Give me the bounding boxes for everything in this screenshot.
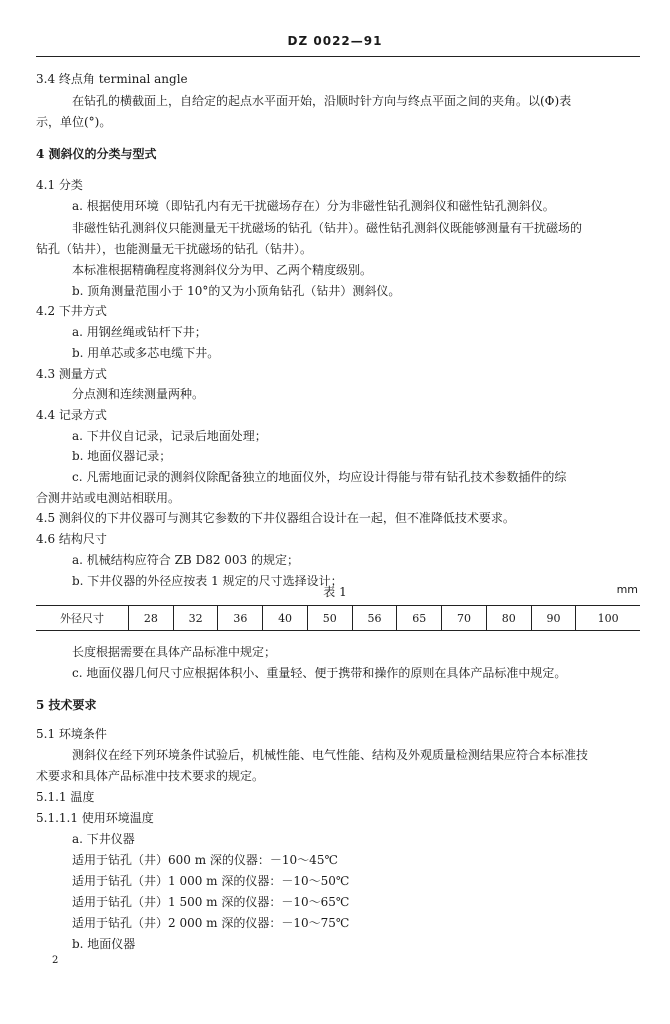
text-line: 示，单位(°)。 xyxy=(36,115,112,129)
page-number: 2 xyxy=(52,955,59,966)
table-caption: 表 1 xyxy=(323,585,347,599)
text-line: 长度根据需要在具体产品标准中规定； xyxy=(72,645,277,659)
text-line: 适用于钻孔（井）600 m 深的仪器：－10～45℃ xyxy=(72,853,338,867)
text-line: b. 地面仪器记录； xyxy=(72,449,172,463)
text-line: c. 凡需地面记录的测斜仪除配备独立的地面仪外，均应设计得能与带有钻孔技术参数插件的综 xyxy=(72,470,567,484)
text-line: 适用于钻孔（井）1 000 m 深的仪器：－10～50℃ xyxy=(72,874,350,888)
text-line: 4.5 测斜仪的下井仪器可与测其它参数的下井仪器组合设计在一起，但不准降低技术要求。 xyxy=(36,511,515,525)
text-line: a. 根据使用环境（即钻孔内有无干扰磁场存在）分为非磁性钻孔测斜仪和磁性钻孔测斜仪。 xyxy=(72,199,555,213)
text-line: a. 下井仪器 xyxy=(72,832,135,846)
table-cell: 32 xyxy=(173,606,218,631)
text-line: 5.1.1 温度 xyxy=(36,790,95,804)
table-cell: 36 xyxy=(218,606,263,631)
text-line: 适用于钻孔（井）1 500 m 深的仪器：－10～65℃ xyxy=(72,895,350,909)
text-line: b. 下井仪器的外径应按表 1 规定的尺寸选择设计； xyxy=(72,574,343,588)
page-header: DZ 0022—91 xyxy=(287,34,383,48)
text-line: 适用于钻孔（井）2 000 m 深的仪器：－10～75℃ xyxy=(72,916,350,930)
text-line: c. 地面仪器几何尺寸应根据体积小、重量轻、便于携带和操作的原则在具体产品标准中规定。 xyxy=(72,666,567,680)
text-line: 4.4 记录方式 xyxy=(36,408,107,422)
text-line: 4.6 结构尺寸 xyxy=(36,532,107,546)
text-line: 术要求和具体产品标准中技术要求的规定。 xyxy=(36,769,265,783)
text-line: 3.4 终点角 terminal angle xyxy=(36,72,188,86)
text-line: a. 机械结构应符合 ZB D82 003 的规定； xyxy=(72,553,299,567)
table-cell: 40 xyxy=(263,606,308,631)
text-line: 4.2 下井方式 xyxy=(36,304,107,318)
text-line: 本标准根据精确程度将测斜仪分为甲、乙两个精度级别。 xyxy=(72,263,373,277)
table-cell: 56 xyxy=(352,606,397,631)
table-cell: 50 xyxy=(307,606,352,631)
table-cell: 80 xyxy=(486,606,531,631)
text-line: 5.1.1.1 使用环境温度 xyxy=(36,811,154,825)
table-row-header: 外径尺寸 xyxy=(36,606,129,631)
section-heading: 5 技术要求 xyxy=(36,698,97,712)
text-line: 5.1 环境条件 xyxy=(36,727,107,741)
table-1 xyxy=(36,605,640,631)
table-cell: 28 xyxy=(129,606,174,631)
text-line: b. 顶角测量范围小于 10°的又为小顶角钻孔（钻井）测斜仪。 xyxy=(72,284,401,298)
text-line: b. 用单芯或多芯电缆下井。 xyxy=(72,346,220,360)
text-line: 4.3 测量方式 xyxy=(36,367,107,381)
text-line: 4.1 分类 xyxy=(36,178,83,192)
text-line: a. 下井仪自记录，记录后地面处理； xyxy=(72,429,267,443)
text-line: b. 地面仪器 xyxy=(72,937,136,951)
table-cell: 90 xyxy=(531,606,576,631)
table-cell: 70 xyxy=(442,606,487,631)
text-line: 非磁性钻孔测斜仪只能测量无干扰磁场的钻孔（钻井）。磁性钻孔测斜仪既能够测量有干扰磁场的 xyxy=(72,221,583,235)
text-line: 钻孔（钻井），也能测量无干扰磁场的钻孔（钻井）。 xyxy=(36,242,313,256)
text-line: 分点测和连续测量两种。 xyxy=(72,387,205,401)
table-cell: 65 xyxy=(397,606,442,631)
header-rule xyxy=(36,56,640,57)
text-line: 合测井站或电测站相联用。 xyxy=(36,491,181,505)
text-line: a. 用钢丝绳或钻杆下井； xyxy=(72,325,207,339)
table-row xyxy=(36,606,640,631)
table-cell: 100 xyxy=(576,606,640,631)
section-heading: 4 测斜仪的分类与型式 xyxy=(36,147,157,161)
text-line: 在钻孔的横截面上，自给定的起点水平面开始，沿顺时针方向与终点平面之间的夹角。以(Φ)表 xyxy=(72,94,572,108)
table-unit: mm xyxy=(616,583,638,596)
text-line: 测斜仪在经下列环境条件试验后，机械性能、电气性能、结构及外观质量检测结果应符合本标准技 xyxy=(72,748,589,762)
